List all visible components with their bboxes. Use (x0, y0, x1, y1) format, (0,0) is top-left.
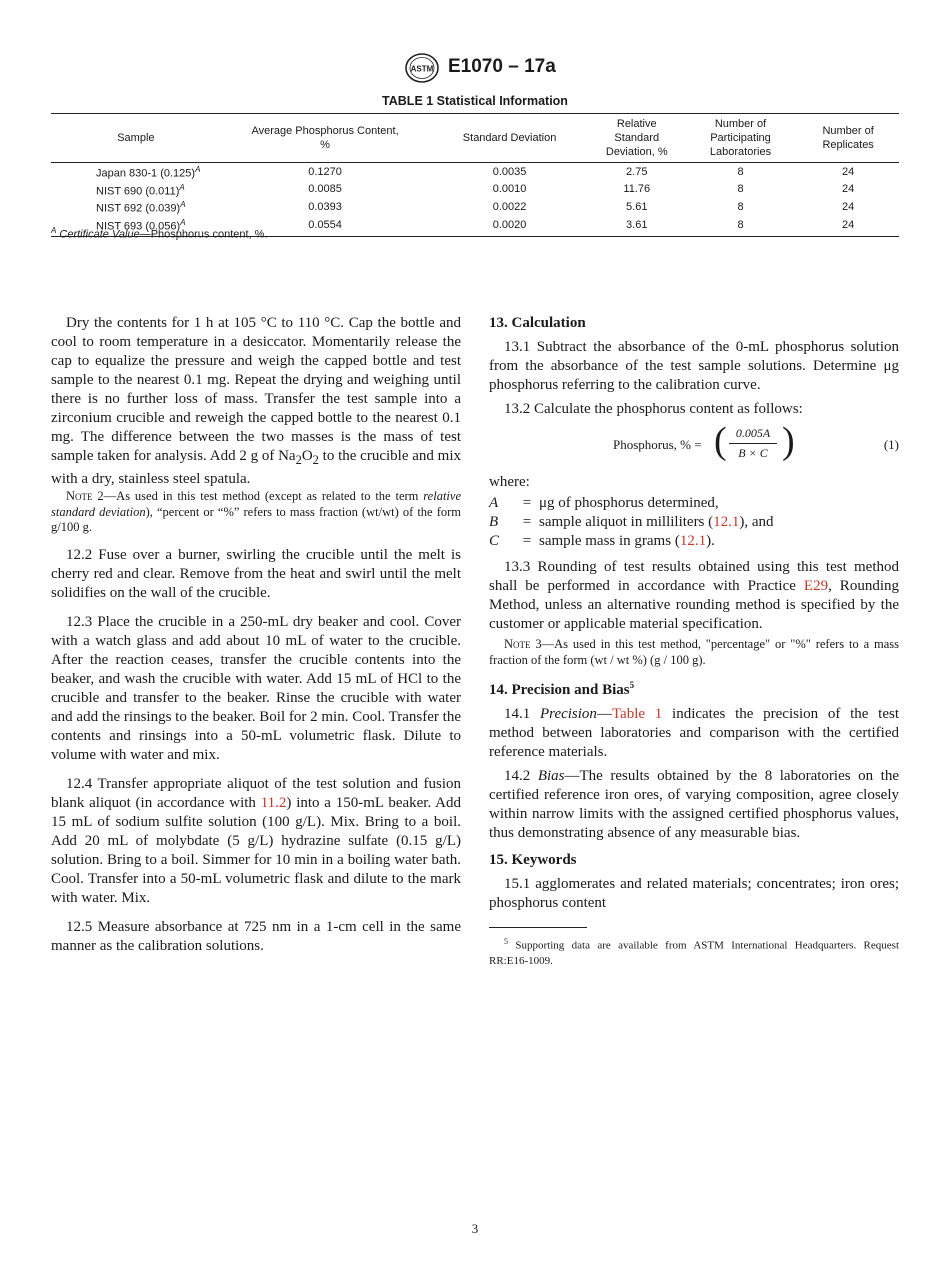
cell-rsd: 5.61 (626, 201, 648, 214)
cell-sample: Japan 830-1 $(0.125)^A$ (96, 165, 201, 180)
equation-number: (1) (883, 437, 899, 452)
table-row (51, 163, 899, 181)
paragraph-12-5: 12.5 Measure absorbance at 725 nm in a 1-cm cell in the same manner as the calibration solutions. (51, 918, 461, 954)
cell-sample: NIST 690 $(0.011)^A$ (96, 182, 185, 198)
variable-definitions (489, 494, 899, 551)
link-section-11-2[interactable]: 11.2 (260, 794, 287, 811)
variable-c: C = sample mass in grams (12.1). (489, 533, 715, 549)
cell-labs: 8 (737, 165, 744, 178)
cell-labs: 8 (684, 216, 798, 236)
page-header (0, 50, 950, 86)
section-13-heading: 13. Calculation (489, 315, 586, 331)
col-header-sample: Sample (117, 132, 155, 144)
variable-b: B = sample aliquot in milliliters (12.1), and (489, 514, 774, 530)
cell-std-dev: 0.0035 (492, 165, 527, 178)
cell-labs: 8 (737, 201, 744, 214)
paragraph-12-2: 12.2 Fuse over a burner, swirling the crucible until the melt is cherry red and clear. Remove from the heat and swirl until the melt solidifies on the wall of the crucible. (51, 546, 461, 601)
cell-rsd: 3.61 (590, 216, 684, 236)
astm-logo (404, 52, 440, 84)
paragraph-12-4: 12.4 Transfer appropriate aliquot of the test solution and fusion blank aliquot (in accordance with 11.2) into a 150-mL beaker. Add 15 mL of sodium sulfite solution (100 g/L). Mix. Bring to a boil. Add 20 mL of molybdate (5 g/L) hydrazine sulfate (0.15 g/L) solution. Bring to a boil. Simmer for 10 min in a boiling water bath. Cool. Transfer into a 50-mL volumetric flask and dilute to the mark with water. Mix. (51, 775, 461, 906)
left-column (51, 314, 461, 956)
col-header-std-dev: Standard Deviation (462, 132, 557, 144)
table-title: TABLE 1 Statistical Information (382, 94, 568, 108)
table-row (51, 198, 899, 216)
table-header-row (51, 114, 899, 163)
statistics-table (51, 113, 899, 237)
paragraph-13-1: 13.1 Subtract the absorbance of the 0-mL phosphorus solution from the absorbance of the test sample solutions. Determine μg phosphorus referring to the calibration curve. (489, 339, 899, 393)
left-paren: ( (714, 420, 727, 462)
document-designation: E1070 – 17a (448, 56, 556, 77)
footnote-5: $^5$ Supporting data are available from ASTM International Headquarters. Request RR:E16-1009. (489, 937, 899, 967)
right-paren: ) (782, 420, 795, 462)
link-section-12-1[interactable]: 12.1 (713, 514, 740, 530)
variable-a: A = μg of phosphorus determined, (489, 495, 719, 511)
col-header-replicates: Number of Replicates (822, 125, 874, 151)
equation-denominator: B × C (738, 446, 768, 460)
equation-numerator: 0.005A (735, 426, 771, 440)
cell-labs: 8 (737, 183, 744, 196)
paragraph-15-1: 15.1 agglomerates and related materials; concentrates; iron ores; phosphorus content (489, 876, 899, 911)
paragraph-14-2: 14.2 Bias—The results obtained by the 8 laboratories on the certified reference iron ores, of varying composition, agree closely within narrow limits with the assigned certified phosphorus values, thus demonstrating absence of any measurable bias. (489, 768, 900, 841)
cell-replicates: 24 (842, 201, 855, 214)
paragraph-13-2: 13.2 Calculate the phosphorus content as follows: (504, 401, 803, 417)
col-header-labs: Number of Participating Laboratories (709, 118, 772, 158)
cell-std-dev: 0.0020 (429, 216, 589, 236)
where-label: where: (489, 474, 530, 490)
cell-std-dev: 0.0010 (492, 183, 527, 196)
table-row (51, 181, 899, 199)
note-3: Note 3—As used in this test method, "percentage" or "%" refers to a mass fraction of the form (wt / wt %) (g / 100 g). (489, 637, 899, 667)
equation-lhs: Phosphorus, % = (613, 437, 702, 452)
paragraph-13-3: 13.3 Rounding of test results obtained using this test method shall be performed in accordance with Practice E29, Rounding Method, unless an alternative rounding method is specified by the customer or applicable material specification. (489, 559, 899, 632)
cell-rsd: 2.75 (626, 165, 648, 178)
cell-average: 0.0393 (308, 201, 342, 214)
cell-replicates: 24 (842, 165, 855, 178)
section-15-heading: 15. Keywords (489, 852, 577, 868)
link-section-12-1[interactable]: 12.1 (679, 533, 707, 549)
col-header-average: Average Phosphorus Content, % (251, 125, 399, 151)
section-14-heading: 14. Precision and Bias$^5$ (489, 680, 635, 698)
cell-average: 0.1270 (308, 165, 342, 178)
page-number: 3 (471, 1221, 479, 1236)
link-table-1[interactable]: Table 1 (611, 706, 663, 722)
paragraph-14-1: 14.1 Precision—Table 1 indicates the precision of the test method between laboratories and comparison with the certified reference materials. (489, 706, 899, 760)
logo-text: ASTM (410, 64, 434, 74)
cell-rsd: 11.76 (623, 183, 651, 196)
paragraph-12-1-continued: Dry the contents for 1 h at 105 °C to 110 °C. Cap the bottle and cool to room temperature in a desiccator. Momentarily release the cap to equalize the pressure and weigh the capped bottle and test sample to the nearest 0.1 mg. Repeat the drying and weighing until there is no further loss of mass. Transfer the test sample into a zirconium crucible and reweigh the capped bottle to the nearest 0.1 mg. The difference between the two masses is the mass of test sample taken for analysis. Add 2 g of $Na_2O_2$ to the crucible and mix with a dry, stainless steel spatula. (51, 315, 461, 487)
paragraph-12-3: 12.3 Place the crucible in a 250-mL dry beaker and cool. Cover with a watch glass and add about 10 mL of water to the crucible. After the reaction ceases, transfer the crucible contents into the beaker, and wash the crucible with water. Add 15 mL of HCl to the crucible and transfer to the beaker. Rinse the crucible with water and add the rinsings to the beaker. Boil for 2 min. Cool. Transfer the contents and rinsings into a 50-mL volumetric flask. Dilute to volume with water and mix. (51, 613, 461, 763)
col-header-rsd: Relative Standard Deviation, % (605, 118, 668, 158)
note-2: Note 2—As used in this test method (except as related to the term relative standard deviation), “percent or “%” refers to mass fraction (wt/wt) of the form g/100 g. (51, 489, 461, 534)
link-practice-e29[interactable]: E29 (803, 578, 829, 594)
cell-replicates: 24 (842, 183, 855, 196)
footnote-divider (489, 927, 587, 928)
cell-sample: NIST 692 $(0.039)^A$ (96, 200, 186, 215)
cell-average: 0.0085 (308, 183, 342, 196)
cell-replicates: 24 (797, 216, 899, 236)
right-column (489, 314, 899, 969)
equation-fraction (725, 425, 781, 462)
equation-1 (489, 419, 899, 469)
table-footnote: $^A$ Certificate Value—Phosphorus content, %. (51, 226, 268, 241)
cell-average: 0.0554 (221, 216, 430, 236)
cell-std-dev: 0.0022 (492, 201, 527, 214)
cell-sample: NIST 693 $(0.056)^A$ (51, 216, 221, 236)
